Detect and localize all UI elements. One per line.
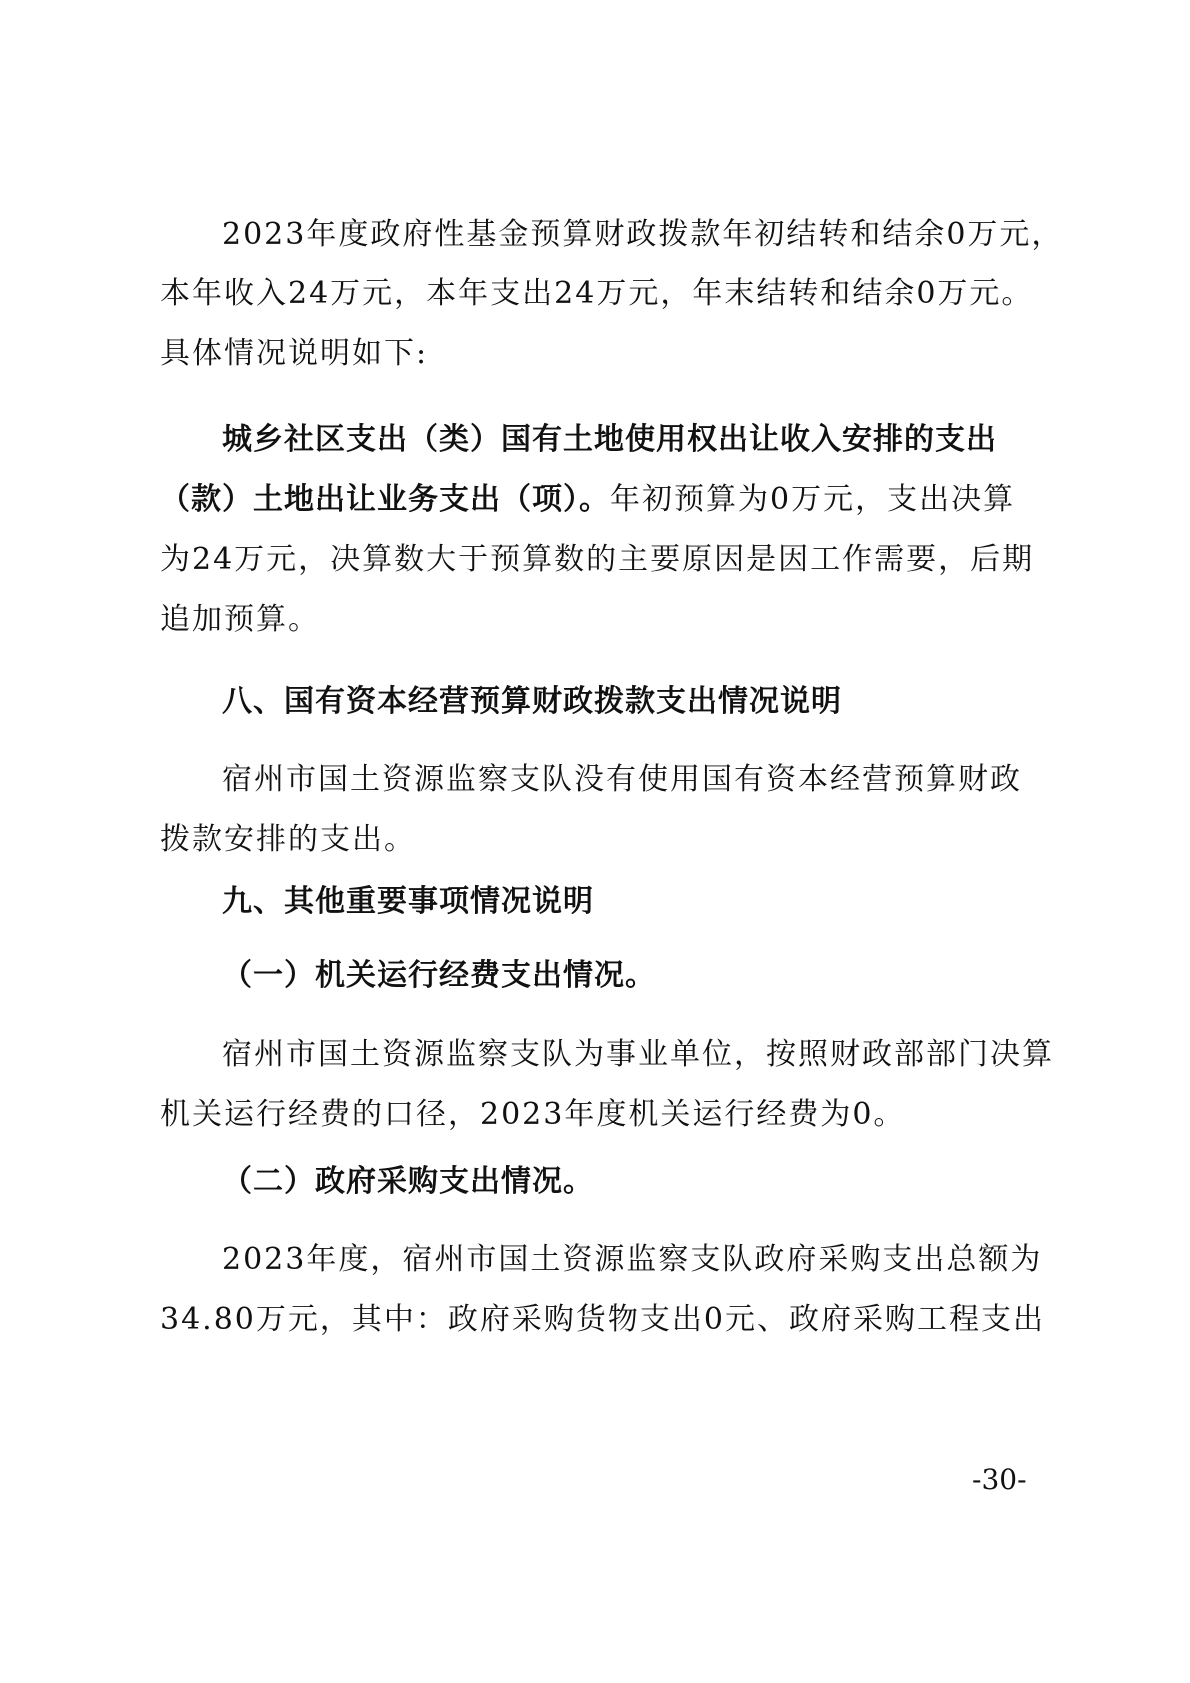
- subsection-heading: （二）政府采购支出情况。: [222, 1164, 594, 1199]
- paragraph-line: 拨款安排的支出。: [160, 822, 416, 857]
- item-heading-end: （款）土地出让业务支出（项）。: [160, 482, 610, 517]
- paragraph-line: 宿州市国土资源监察支队为事业单位，按照财政部部门决算: [222, 1037, 1054, 1072]
- paragraph-line: 具体情况说明如下:: [160, 336, 429, 371]
- paragraph-line: 宿州市国土资源监察支队没有使用国有资本经营预算财政: [222, 762, 1022, 797]
- page-number: -30-: [972, 1463, 1027, 1496]
- paragraph-line: [160, 480, 1015, 520]
- subsection-heading: （一）机关运行经费支出情况。: [222, 958, 656, 993]
- paragraph-line: 为24万元，决算数大于预算数的主要原因是因工作需要，后期: [160, 542, 1035, 577]
- paragraph-text: 年初预算为0万元，支出决算: [610, 482, 1016, 517]
- paragraph-line: 追加预算。: [160, 602, 320, 637]
- paragraph-line: 机关运行经费的口径，2023年度机关运行经费为0。: [160, 1097, 906, 1132]
- item-heading-line: 城乡社区支出（类）国有土地使用权出让收入安排的支出: [222, 422, 997, 457]
- paragraph-line: 本年收入24万元，本年支出24万元，年末结转和结余0万元。: [160, 276, 1034, 311]
- section-heading: 八、国有资本经营预算财政拨款支出情况说明: [222, 684, 842, 719]
- paragraph-line: 34.80万元，其中：政府采购货物支出0元、政府采购工程支出: [160, 1302, 1045, 1337]
- paragraph-line: 2023年度政府性基金预算财政拨款年初结转和结余0万元，: [222, 217, 1064, 252]
- paragraph-line: 2023年度，宿州市国土资源监察支队政府采购支出总额为: [222, 1242, 1043, 1277]
- section-heading: 九、其他重要事项情况说明: [222, 884, 594, 919]
